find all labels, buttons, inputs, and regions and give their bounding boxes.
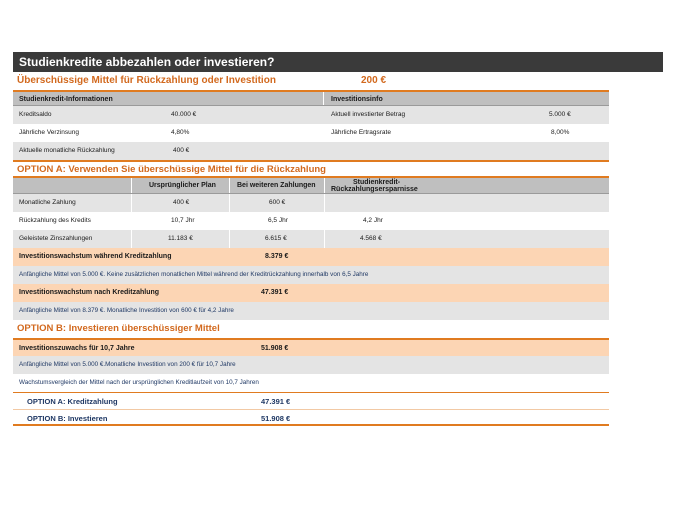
- return-rate-label: Jährliche Ertragsrate: [331, 129, 391, 136]
- option-b-growth-row: [13, 338, 609, 356]
- monthly-payment-value[interactable]: 400 €: [173, 147, 190, 154]
- option-b-heading: OPTION B: Investieren überschüssiger Mittel: [17, 323, 220, 334]
- monthly-payment-row-label: Monatliche Zahlung: [19, 199, 76, 206]
- sheet-title: Studienkredite abbezahlen oder investieren?: [13, 52, 663, 72]
- growth-after-value: 47.391 €: [261, 289, 289, 296]
- surplus-amount-cell[interactable]: 200 €: [361, 75, 387, 86]
- invested-amount-value[interactable]: 5.000 €: [549, 111, 571, 118]
- loan-info-header: Studienkredit-Informationen: [19, 96, 113, 103]
- growth-after-note: Anfängliche Mittel von 8.379 €. Monatliche Investition von 600 € für 4,2 Jahre: [19, 307, 234, 314]
- col-original-plan: Ursprünglicher Plan: [149, 182, 216, 189]
- worksheet: [13, 52, 663, 426]
- comparison-a-row: [13, 392, 609, 409]
- loan-balance-value[interactable]: 40.000 €: [171, 111, 197, 118]
- col-savings-line1: Studienkredit-: [353, 179, 401, 186]
- option-a-header-row: [13, 176, 609, 194]
- option-b-note-row: [13, 356, 609, 374]
- interest-paid-plan: 11.183 €: [168, 235, 193, 242]
- comparison-b-row: [13, 409, 609, 426]
- monthly-payment-extra: 600 €: [269, 199, 286, 206]
- growth-after-row: [13, 284, 609, 302]
- option-a-row-1: [13, 194, 609, 212]
- invest-info-header: Investitionsinfo: [331, 96, 383, 103]
- info-row-3: [13, 142, 609, 160]
- growth-during-row: [13, 248, 609, 266]
- option-b-growth-label: Investitionszuwachs für 10,7 Jahre: [19, 345, 135, 352]
- payoff-savings: 4,2 Jhr: [363, 217, 383, 224]
- payoff-plan: 10,7 Jhr: [171, 217, 195, 224]
- invested-amount-label: Aktuell investierter Betrag: [331, 111, 406, 118]
- growth-after-note-row: [13, 302, 609, 320]
- payoff-extra: 6,5 Jhr: [268, 217, 288, 224]
- comparison-b-value: 51.908 €: [261, 414, 291, 423]
- growth-during-label: Investitionswachstum während Kreditzahlung: [19, 253, 172, 260]
- option-a-row-2: [13, 212, 609, 230]
- col-extra-payments: Bei weiteren Zahlungen: [237, 182, 316, 189]
- info-header-row: [13, 90, 609, 106]
- growth-during-note: Anfängliche Mittel von 5.000 €. Keine zusätzlichen monatlichen Mittel während der Kreditrückzahlung innerhalb von 6,5 Jahre: [19, 271, 369, 278]
- return-rate-value[interactable]: 8,00%: [551, 129, 570, 136]
- comparison-note: Wachstumsvergleich der Mittel nach der ursprünglichen Kreditlaufzeit von 10,7 Jahren: [19, 379, 259, 386]
- growth-after-label: Investitionswachstum nach Kreditzahlung: [19, 289, 160, 296]
- monthly-payment-label: Aktuelle monatliche Rückzahlung: [19, 147, 115, 154]
- info-row-1: [13, 106, 609, 124]
- option-b-note: Anfängliche Mittel von 5.000 €.Monatliche Investition von 200 € für 10,7 Jahre: [19, 361, 236, 368]
- interest-rate-label: Jährliche Verzinsung: [19, 129, 79, 136]
- growth-during-note-row: [13, 266, 609, 284]
- comparison-a-value: 47.391 €: [261, 397, 291, 406]
- col-savings-line2: Rückzahlungsersparnisse: [331, 186, 418, 193]
- growth-during-value: 8.379 €: [265, 253, 289, 260]
- interest-rate-value[interactable]: 4,80%: [171, 129, 190, 136]
- info-row-2: [13, 124, 609, 142]
- comparison-b-label: OPTION B: Investieren: [27, 414, 108, 423]
- loan-balance-label: Kreditsaldo: [19, 111, 52, 118]
- interest-paid-row-label: Geleistete Zinszahlungen: [19, 235, 93, 242]
- option-a-heading: OPTION A: Verwenden Sie überschüssige Mittel für die Rückzahlung: [13, 160, 609, 176]
- payoff-row-label: Rückzahlung des Kredits: [19, 217, 91, 224]
- option-a-row-3: [13, 230, 609, 248]
- surplus-label: Überschüssige Mittel für Rückzahlung oder Investition: [17, 75, 276, 86]
- surplus-row: [13, 72, 663, 90]
- option-b-growth-value: 51.908 €: [261, 345, 289, 352]
- comparison-a-label: OPTION A: Kreditzahlung: [27, 397, 118, 406]
- interest-paid-extra: 6.615 €: [265, 235, 287, 242]
- interest-paid-savings: 4.568 €: [360, 235, 382, 242]
- comparison-note-row: [13, 374, 663, 392]
- monthly-payment-plan: 400 €: [173, 199, 190, 206]
